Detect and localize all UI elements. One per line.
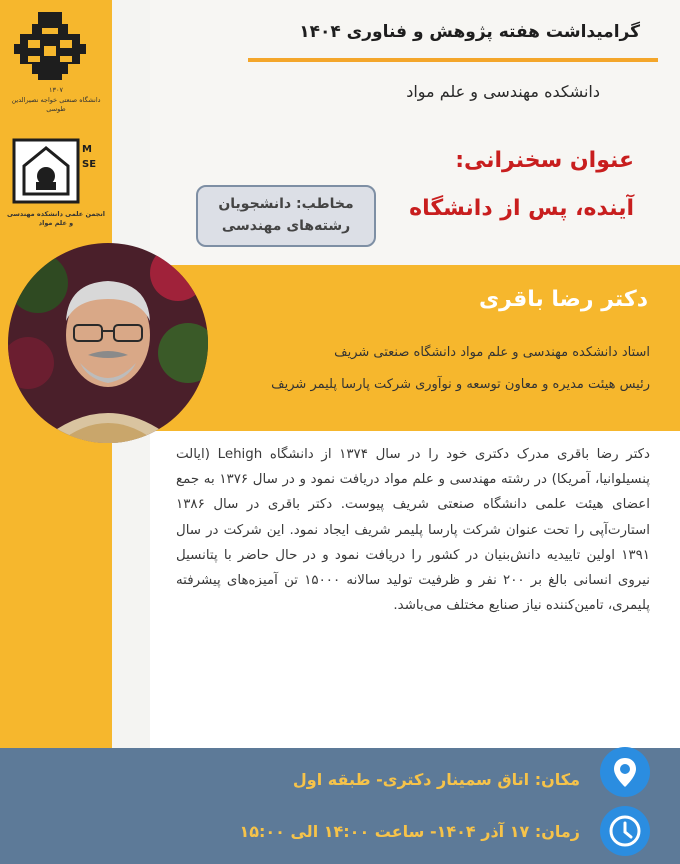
speaker-role-2: رئیس هیئت مدیره و معاون توسعه و نوآوری شرکت پارسا پلیمر شریف xyxy=(271,377,650,392)
audience-box xyxy=(196,185,376,247)
speaker-role-1: استاد دانشکده مهندسی و علم مواد دانشگاه صنعتی شریف xyxy=(334,345,650,360)
location-pin-icon xyxy=(600,747,650,797)
association-caption: انجمن علمی دانشکده مهندسی و علم مواد xyxy=(6,210,106,227)
speaker-name: دکتر رضا باقری xyxy=(478,287,648,312)
speaker-photo xyxy=(8,243,208,443)
audience-line-1: مخاطب: دانشجویان xyxy=(218,196,354,212)
university-year: ۱۳۰۷ xyxy=(49,86,63,94)
event-title: گرامیداشت هفته پژوهش و فناوری ۱۴۰۴ xyxy=(299,22,640,42)
clock-icon xyxy=(600,806,650,856)
audience-line-2: رشته‌های مهندسی xyxy=(221,218,351,234)
footer-bar xyxy=(0,748,680,864)
speaker-bio: دکتر رضا باقری مدرک دکتری خود را در سال ۱۳۷۴ از دانشگاه Lehigh (ایالت پنسیلوانیا، آمریکا) در رشته مهندسی و علم مواد دریافت نمود و در سال ۱۳۷۶ به جمع اعضای هیئت علمی دانشگاه صنعتی شریف پیوست. دکتر باقری در سال ۱۳۸۶ استارت‌آپی را تحت عنوان شرکت پارسا پلیمر شریف ایجاد نمود. این شرکت در سال ۱۳۹۱ اولین تاییدیه دانش‌بنیان در کشور را دریافت نمود و در حال حاضر با پتانسیل نیروی انسانی بالغ بر ۲۰۰ نفر و ظرفیت تولید سالانه ۱۵۰۰۰ تن آمیزه‌های پیشرفته پلیمری، تامین‌کننده نیاز صنایع مختلف می‌باشد. xyxy=(176,447,651,614)
association-letters: MSE xyxy=(82,144,97,170)
location-text: مکان: اتاق سمینار دکتری- طبقه اول xyxy=(292,770,580,789)
talk-title: آینده، پس از دانشگاه xyxy=(409,196,634,221)
department-name: دانشکده مهندسی و علم مواد xyxy=(406,82,600,101)
university-caption: دانشگاه صنعتی خواجه نصیرالدین طوسی xyxy=(11,96,101,113)
university-logo-icon xyxy=(12,10,88,82)
time-text: زمان: ۱۷ آذر ۱۴۰۴- ساعت ۱۴:۰۰ الی ۱۵:۰۰ xyxy=(239,822,580,841)
talk-label: عنوان سخنرانی: xyxy=(455,148,634,173)
title-divider xyxy=(248,58,658,62)
